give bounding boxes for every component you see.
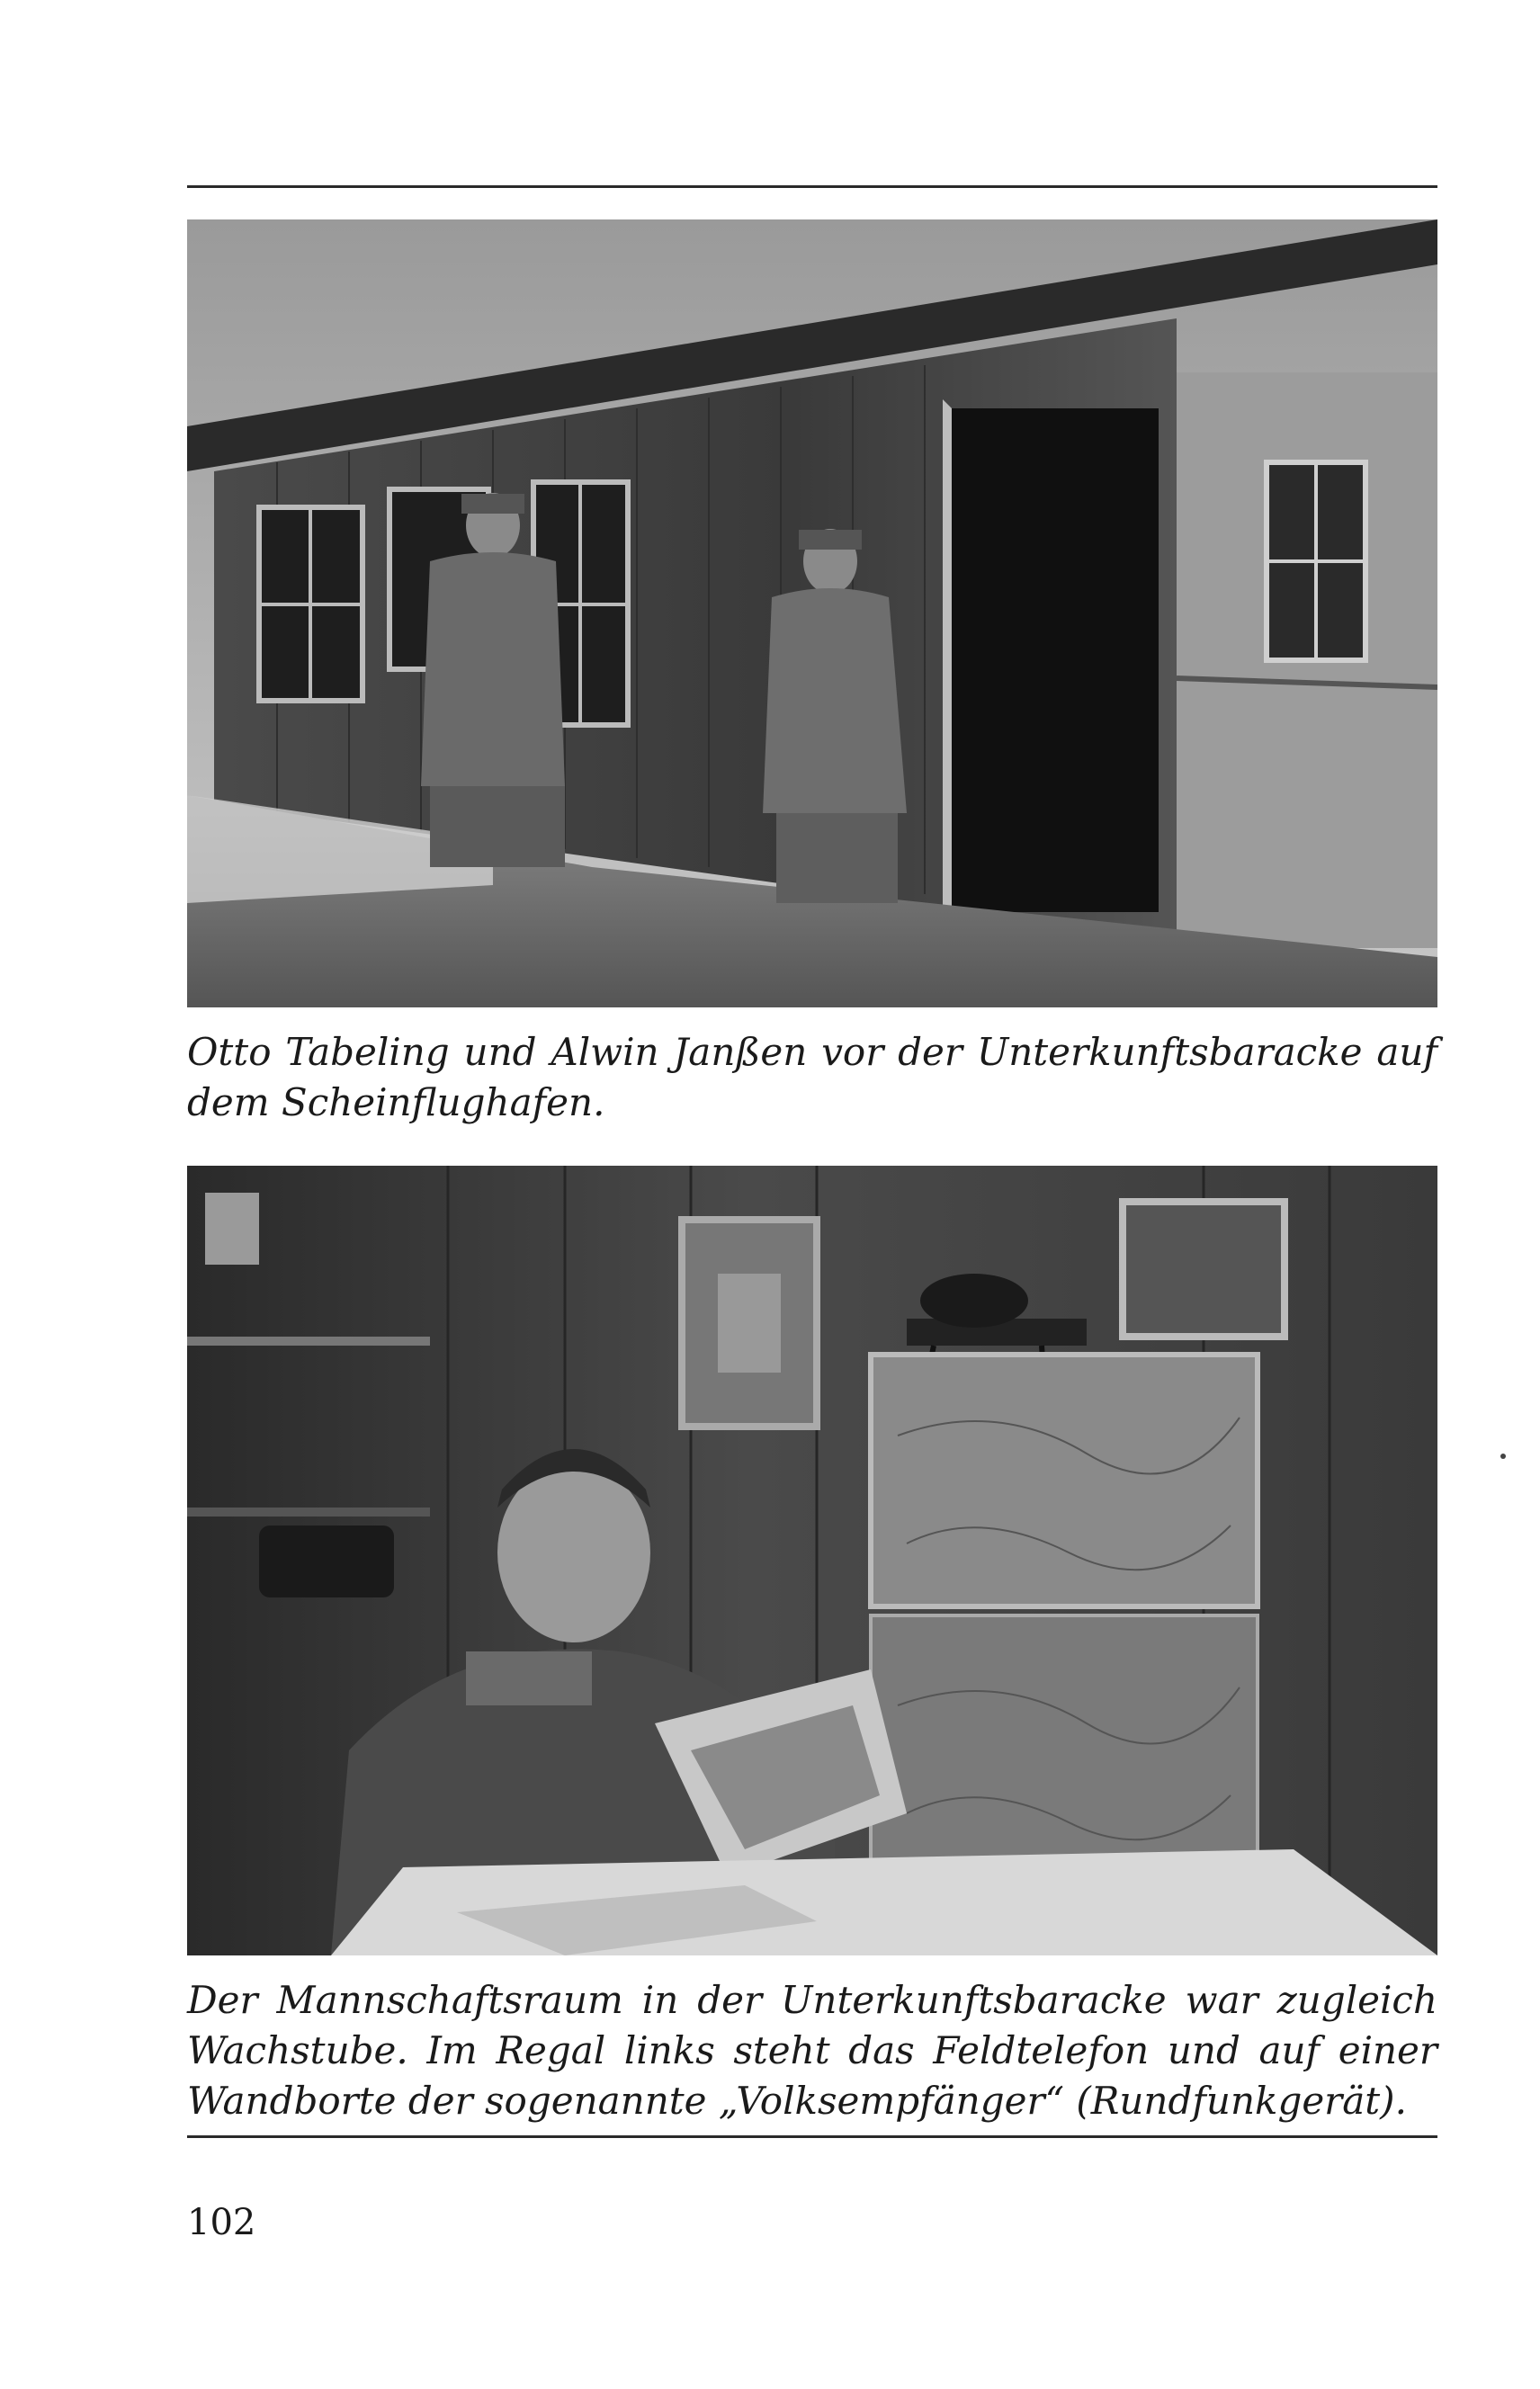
photo-barrack-interior-image xyxy=(187,1166,1437,1955)
figure-caption-2: Der Mannschaftsraum in der Unterkunftsbaracke war zugleich Wachstube. Im Regal links steht das Feldtelefon und auf einer Wandborte der sogenannte „Volksempfänger“ (Rundfunkgerät). xyxy=(187,1978,1437,2123)
figure-caption-1: Otto Tabeling und Alwin Janßen vor der Unterkunftsbaracke auf dem Scheinflughafen. xyxy=(187,1030,1437,1124)
photo-barrack-exterior-image xyxy=(187,219,1437,1007)
bottom-rule xyxy=(187,2135,1437,2138)
page-number: 102 xyxy=(187,2202,256,2243)
photo-barrack-exterior xyxy=(187,219,1437,1007)
top-rule xyxy=(187,185,1437,188)
photo-barrack-interior xyxy=(187,1166,1437,1955)
print-speck xyxy=(1500,1454,1506,1459)
